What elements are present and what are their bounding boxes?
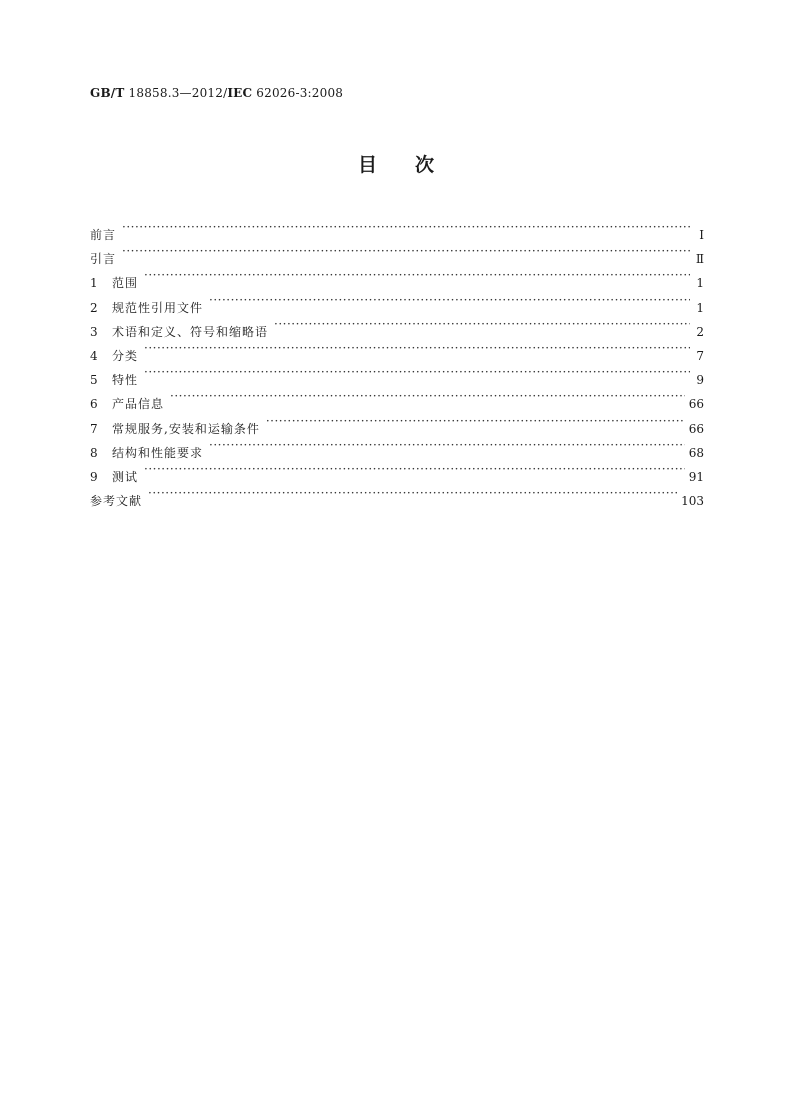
toc-item-label: 结构和性能要求 (112, 445, 204, 460)
toc-dot-leader (274, 312, 690, 336)
toc-item-page: 103 (681, 494, 704, 509)
toc-item-number: 6 (90, 397, 98, 412)
toc-item-page: 1 (696, 276, 704, 291)
toc-item-scope[interactable] (90, 263, 704, 291)
toc-item-label: 规范性引用文件 (112, 300, 204, 315)
code-suffix: 62026-3:2008 (252, 86, 344, 100)
toc-item-tests[interactable] (90, 457, 704, 484)
code-mid: 18858.3—2012/ (124, 86, 228, 100)
toc-item-page: Ⅰ (699, 228, 704, 242)
toc-item-page: 66 (688, 421, 704, 436)
toc-dot-leader (266, 409, 685, 433)
code-prefix: GB/T (90, 86, 125, 100)
code-iec: IEC (227, 86, 253, 100)
toc-item-service-conditions[interactable] (90, 409, 704, 436)
toc-item-page: 68 (688, 445, 704, 460)
toc-item-number: 8 (90, 445, 98, 460)
toc-item-page: 7 (696, 348, 704, 363)
toc-dot-leader (170, 384, 685, 408)
toc-item-number: 9 (90, 469, 98, 484)
toc-item-label: 分类 (112, 348, 139, 363)
toc-item-number: 4 (90, 348, 98, 363)
toc-dot-leader (144, 336, 690, 360)
toc-dot-leader (209, 288, 690, 312)
toc-item-number: 1 (90, 276, 98, 291)
toc-item-page: Ⅱ (695, 252, 704, 267)
toc-item-label: 前言 (90, 228, 117, 242)
toc-item-normative-references[interactable] (90, 288, 704, 315)
toc-dot-leader (144, 457, 685, 481)
toc-item-bibliography[interactable] (90, 481, 704, 509)
toc-item-number: 7 (90, 421, 98, 436)
toc-item-label: 引言 (90, 252, 117, 267)
toc-item-introduction[interactable] (90, 239, 704, 267)
toc-dot-leader (122, 215, 690, 239)
toc-item-page: 9 (696, 373, 704, 388)
toc-title: 目次 (357, 154, 472, 176)
table-of-contents (90, 215, 704, 509)
toc-item-number: 2 (90, 300, 98, 315)
toc-dot-leader (209, 433, 685, 457)
toc-item-label: 参考文献 (90, 494, 143, 509)
toc-dot-leader (148, 481, 677, 505)
toc-dot-leader (144, 263, 690, 287)
toc-item-label: 常规服务,安装和运输条件 (112, 421, 260, 436)
toc-item-foreword[interactable] (90, 215, 704, 242)
toc-dot-leader (122, 239, 690, 263)
toc-item-label: 产品信息 (112, 397, 165, 412)
toc-item-page: 91 (688, 469, 704, 484)
toc-item-number: 3 (90, 324, 98, 339)
toc-item-label: 特性 (112, 373, 139, 388)
toc-item-page: 66 (688, 397, 704, 412)
toc-dot-leader (144, 360, 690, 384)
toc-item-page: 2 (696, 324, 704, 339)
toc-item-label: 测试 (112, 469, 139, 484)
toc-item-product-information[interactable] (90, 384, 704, 412)
toc-item-characteristics[interactable] (90, 360, 704, 388)
toc-item-classification[interactable] (90, 336, 704, 363)
toc-item-number: 5 (90, 373, 98, 388)
toc-item-label: 术语和定义、符号和缩略语 (112, 324, 269, 339)
toc-item-label: 范围 (112, 276, 139, 291)
toc-item-page: 1 (696, 300, 704, 315)
document-code (90, 86, 343, 100)
